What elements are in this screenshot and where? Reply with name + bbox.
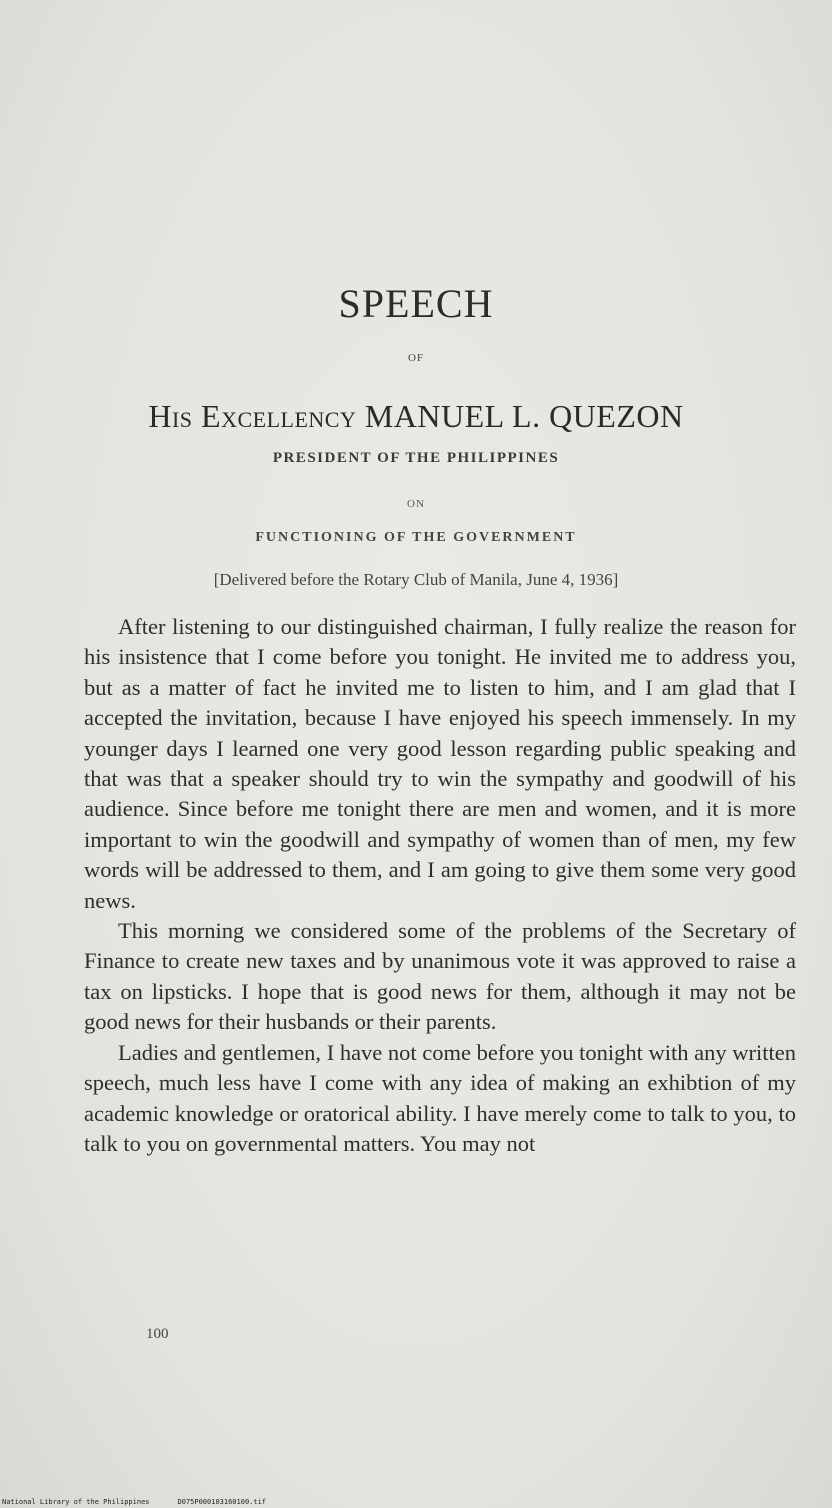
delivery-note: [Delivered before the Rotary Club of Manila, June 4, 1936] [213,570,619,589]
on-label: ON [407,498,425,510]
paragraph-2: This morning we considered some of the problems of the Secretary of Finance to create new taxes and by unanimous vote it was approved to raise a tax on lipsticks. I hope that is good news for them, although it may not be good news for their husbands or their parents. [84,918,796,1035]
page-number: 100 [146,1326,169,1342]
speaker-position: PRESIDENT OF THE PHILIPPINES [272,450,560,466]
speech-title: SPEECH [338,281,494,326]
of-label: OF [407,352,425,364]
speaker-name: His Excellency MANUEL L. QUEZON [148,398,684,434]
footer-file: D075P000103160100.tif [177,1498,267,1506]
speech-topic: FUNCTIONING OF THE GOVERNMENT [255,530,577,545]
scan-footer [2,1498,294,1506]
speech-body [84,612,796,1159]
footer-library: National Library of the Philippines [2,1498,150,1506]
paragraph-1: After listening to our distinguished chairman, I fully realize the reason for his insistence that I come before you tonight. He invited me to address you, but as a matter of fact he invited me to listen to him, and I am glad that I accepted the invitation, because I have enjoyed his speech immensely. In my younger days I learned one very good lesson regarding public speaking and that was that a speaker should try to win the sympathy and goodwill of his audience. Since before me tonight there are men and women, and it is more important to win the goodwill and sympathy of women than of men, my few words will be addressed to them, and I am going to give them some very good news. [84,614,796,913]
paragraph-3: Ladies and gentlemen, I have not come before you tonight with any written speech, much less have I come with any idea of making an exhibtion of my academic knowledge or oratorical ability. I have merely come to talk to you, to talk to you on governmental matters. You may not [84,1039,796,1156]
